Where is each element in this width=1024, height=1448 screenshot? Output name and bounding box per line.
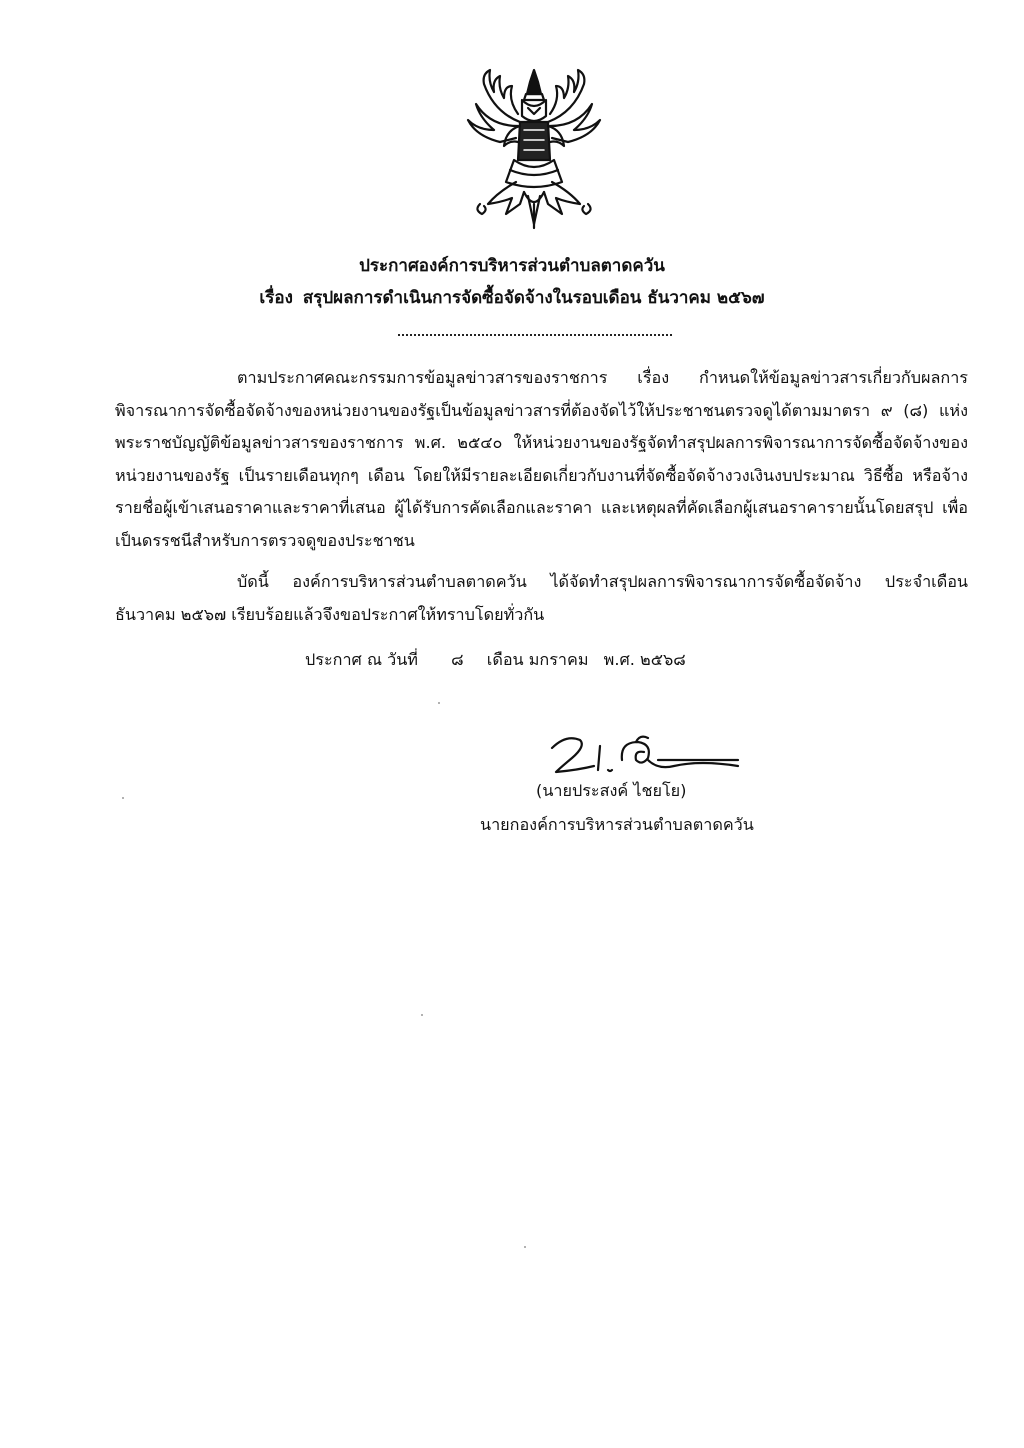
signer-title: นายกองค์การบริหารส่วนตำบลตาดควัน (480, 815, 754, 834)
scan-speck (524, 1246, 526, 1248)
scan-speck (421, 1014, 423, 1016)
heading-block (0, 250, 1024, 314)
scan-speck (438, 702, 440, 704)
handwritten-signature (548, 730, 744, 782)
announce-day: ๘ (451, 650, 464, 669)
scan-speck (122, 797, 124, 799)
announcement-date-line (305, 644, 696, 676)
subject-text: สรุปผลการดำเนินการจัดซื้อจัดจ้างในรอบเดือน ธันวาคม ๒๕๖๗ (302, 288, 765, 308)
announce-prefix: ประกาศ ณ วันที่ (305, 650, 418, 669)
garuda-emblem (454, 64, 614, 232)
subject-label: เรื่อง (259, 288, 293, 308)
announcement-title: ประกาศองค์การบริหารส่วนตำบลตาดควัน (359, 256, 665, 276)
body-paragraph-1: ตามประกาศคณะกรรมการข้อมูลข่าวสารของราชการ เรื่อง กำหนดให้ข้อมูลข่าวสารเกี่ยวกับผลการพิจารณาการจัดซื้อจัดจ้างของหน่วยงานของรัฐเป็นข้อมูลข่าวสารที่ต้องจัดไว้ให้ประชาชนตรวจดูได้ตามมาตรา ๙ (๘) แห่งพระราชบัญญัติข้อมูลข่าวสารของราชการ พ.ศ. ๒๕๔๐ ให้หน่วยงานของรัฐจัดทำสรุปผลการพิจารณาการจัดซื้อจัดจ้างของหน่วยงานของรัฐ เป็นรายเดือนทุกๆ เดือน โดยให้มีรายละเอียดเกี่ยวกับงานที่จัดซื้อจัดจ้างวงเงินงบประมาณ วิธีซื้อ หรือจ้างรายชื่อผู้เข้าเสนอราคาและราคาที่เสนอ ผู้ได้รับการคัดเลือกและราคา และเหตุผลที่คัดเลือกผู้เสนอราคารายนั้นโดยสรุป เพื่อเป็นดรรชนีสำหรับการตรวจดูของประชาชน (115, 368, 968, 550)
subject-line (0, 282, 1024, 314)
dotted-divider (398, 334, 672, 336)
signer-name: (นายประสงค์ ไชยโย) (536, 781, 687, 800)
announce-year: พ.ศ. ๒๕๖๘ (603, 650, 686, 669)
body-text (115, 362, 968, 631)
announce-month: เดือน มกราคม (486, 650, 589, 669)
body-paragraph-2: บัดนี้ องค์การบริหารส่วนตำบลตาดควัน ได้จัดทำสรุปผลการพิจารณาการจัดซื้อจัดจ้าง ประจำเดือนธันวาคม ๒๕๖๗ เรียบร้อยแล้วจึงขอประกาศให้ทราบโดยทั่วกัน (115, 572, 968, 624)
